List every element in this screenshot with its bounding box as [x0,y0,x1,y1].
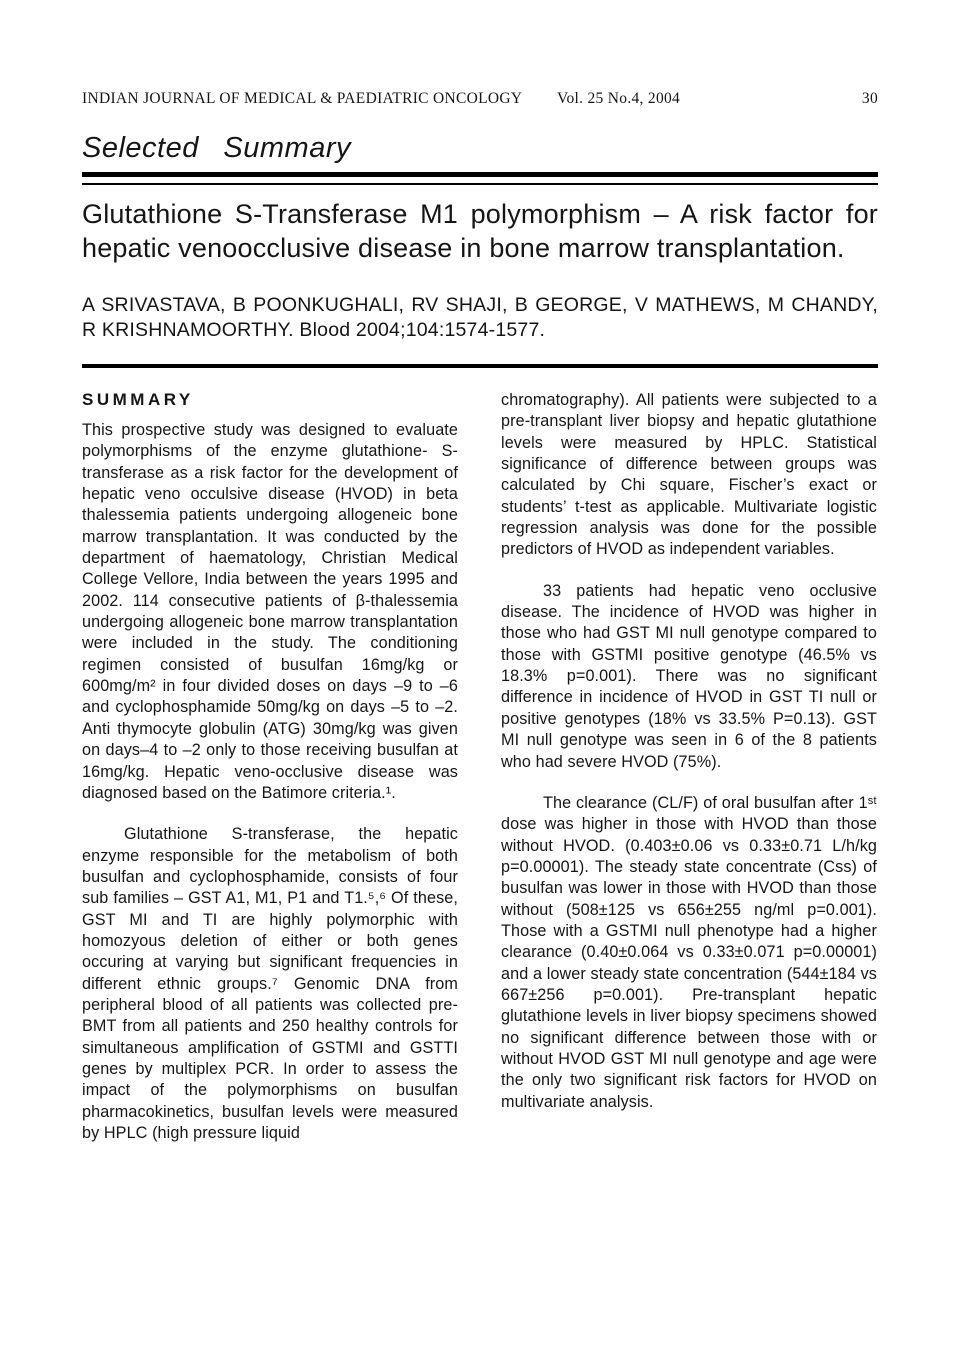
summary-columns [82,390,878,1144]
summary-paragraph-1: This prospective study was designed to evaluate polymorphisms of the enzyme glutathione- S-transferase as a risk factor for the development of hepatic veno occulsive disease (HVOD) in beta thalessemia patients undergoing allogeneic bone marrow transplantation. It was conducted by the department of haematology, Christian Medical College Vellore, India between the years 1995 and 2002. 114 consecutive patients of β-thalessemia undergoing allogeneic bone marrow transplantation were included in the study. The conditioning regimen consisted of busulfan 16mg/kg or 600mg/m² in four divided doses on days –9 to –6 and cyclophosphamide 50mg/kg on days –5 to –2. Anti thymocyte globulin (ATG) 30mg/kg was given on days–4 to –2 only to those receiving busulfan at 16mg/kg. Hepatic veno-occlusive disease was diagnosed based on the Batimore criteria.¹. [82,421,458,802]
journal-name: INDIAN JOURNAL OF MEDICAL & PAEDIATRIC ONCOLOGY [82,90,523,107]
summary-paragraph-5: The clearance (CL/F) of oral busulfan after 1ˢᵗ dose was higher in those with HVOD than those without HVOD. (0.403±0.06 vs 0.33±0.71 L/h/kg p=0.00001). The steady state concentrate (Css) of busulfan was lower in those with HVOD than those without (508±125 vs 656±255 ng/ml p=0.001). Those with a GSTMI null phenotype had a higher clearance (0.40±0.064 vs 0.33±0.071 p=0.00001) and a lower steady state concentration (544±184 vs 667±256 p=0.001). Pre-transplant hepatic glutathione levels in liver biopsy specimens showed no significant difference between those with or without HVOD GST MI null genotype and age were the only two significant risk factors for HVOD on multivariate analysis. [501,793,877,1111]
summary-paragraph-3: chromatography). All patients were subjected to a pre-transplant liver biopsy and hepatic glutathione levels were measured by HPLC. Statistical significance of difference between groups was calculated by Chi square, Fischer’s exact or students’ t-test as applicable. Multivariate logistic regression analysis was done for the possible predictors of HVOD as independent variables. [501,391,877,559]
rule-thin [82,183,878,185]
article-citation: A SRIVASTAVA, B POONKUGHALI, RV SHAJI, B GEORGE, V MATHEWS, M CHANDY, R KRISHNAMOORTHY. Blood 2004;104:1574-1577. [82,294,878,341]
page-header [82,90,878,108]
right-column [501,390,877,1144]
left-column [82,390,458,1144]
section-heading: Selected Summary [82,132,351,164]
summary-paragraph-4: 33 patients had hepatic veno occlusive disease. The incidence of HVOD was higher in those who had GST MI null genotype compared to those with GSTMI positive genotype (46.5% vs 18.3% p=0.001). There was no significant difference in incidence of HVOD in GST TI null or positive genotypes (18% vs 33.5% P=0.13). GST MI null genotype was seen in 6 of the 8 patients who had severe HVOD (75%). [501,581,877,771]
summary-paragraph-2: Glutathione S-transferase, the hepatic enzyme responsible for the metabolism of both busulfan and cyclophosphamide, consists of four sub families – GST A1, M1, P1 and T1.⁵,⁶ Of these, GST MI and TI are highly polymorphic with homozyous deletion of either or both genes occuring at varying but significant frequencies in different ethnic groups.⁷ Genomic DNA from peripheral blood of all patients was collected pre-BMT from all patients and 250 healthy controls for simultaneous amplification of GSTMI and GSTTI genes by multiplex PCR. In order to assess the impact of the polymorphisms on busulfan pharmacokinetics, busulfan levels were measured by HPLC (high pressure liquid [82,825,458,1142]
page-content [82,90,878,1144]
rule-thick [82,172,878,177]
article-title: Glutathione S-Transferase M1 polymorphism – A risk factor for hepatic venoocclusive disease in bone marrow transplantation. [82,199,878,263]
page-number: 30 [861,90,878,107]
double-rule [82,172,878,185]
divider-rule [82,364,878,368]
summary-heading: SUMMARY [82,390,194,409]
volume-info: Vol. 25 No.4, 2004 [557,90,681,107]
